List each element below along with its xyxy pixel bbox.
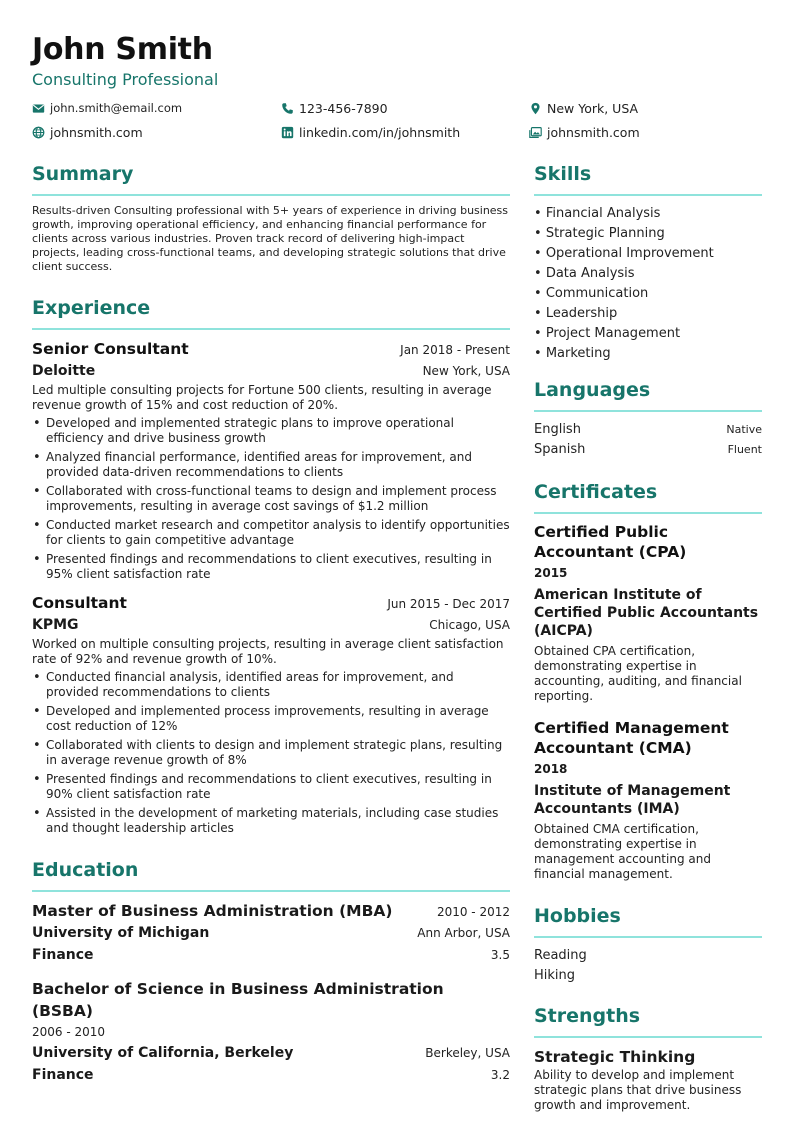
job-entry [32,592,510,836]
job-bullet: • Developed and implemented strategic plans to improve operational efficiency and drive business growth [32,416,510,446]
skill-item: • Project Management [534,324,762,344]
job-bullet: • Collaborated with cross-functional teams to design and implement process improvements, resulting in average cost savings of $1.2 million [32,484,510,514]
right-column [534,160,762,1113]
summary-section [32,160,510,274]
education-heading: Education [32,859,139,881]
job-description: Led multiple consulting projects for Fortune 500 clients, resulting in average revenue growth of 15% and cost reduction of 20%. [32,383,492,412]
job-company: KPMG [32,617,79,633]
languages-heading: Languages [534,379,651,401]
certificate-year: 2018 [534,762,568,776]
contact-linkedin-text: linkedin.com/in/johnsmith [299,124,461,140]
language-name: Spanish [534,442,586,457]
language-row [534,420,762,440]
contact-phone[interactable] [281,98,388,118]
certificates-heading: Certificates [534,481,658,503]
map-pin-icon [529,102,542,115]
contact-website-text: johnsmith.com [50,124,143,140]
education-section [32,856,510,1086]
certificates-section [534,478,762,882]
school-location: Ann Arbor, USA [417,926,510,940]
job-bullet: • Presented findings and recommendations to client executives, resulting in 95% client satisfaction rate [32,552,510,582]
degree-dates: 2006 - 2010 [32,1025,106,1039]
experience-section [32,294,510,836]
candidate-role: Consulting Professional [32,70,219,89]
section-divider [32,890,510,892]
section-divider [534,1036,762,1038]
job-location: Chicago, USA [429,618,510,632]
job-bullet: • Assisted in the development of marketing materials, including case studies and thought leadership articles [32,806,510,836]
school-name: University of Michigan [32,925,210,941]
section-divider [534,410,762,412]
envelope-icon [32,102,45,115]
education-entry [32,900,510,966]
skill-item: • Data Analysis [534,264,762,284]
job-company: Deloitte [32,363,96,379]
globe-icon [32,126,45,139]
strength-description: Ability to develop and implement strategic plans that drive business growth and improvement. [534,1068,742,1112]
job-entry [32,338,510,582]
contact-email[interactable] [32,98,182,118]
skill-item: • Marketing [534,344,762,364]
job-dates: Jun 2015 - Dec 2017 [387,597,510,611]
education-entry [32,978,510,1086]
skills-section [534,160,762,364]
contact-email-text: john.smith@email.com [50,101,183,115]
certificate-description: Obtained CMA certification, demonstrating expertise in management accounting and financial management. [534,822,711,881]
contact-location-text: New York, USA [547,100,639,116]
job-bullets [32,670,510,836]
certificate-name: Certified Public Accountant (CPA) [534,523,687,561]
strengths-section [534,1002,762,1113]
job-bullet: • Presented findings and recommendations to client executives, resulting in 90% client satisfaction rate [32,772,510,802]
degree-gpa: 3.2 [490,1068,510,1082]
degree-title: Bachelor of Science in Business Administration (BSBA) [32,980,444,1020]
experience-heading: Experience [32,297,151,319]
certificate-org: Institute of Management Accountants (IMA) [534,783,731,817]
section-divider [534,512,762,514]
language-level: Fluent [727,443,762,456]
hobbies-section [534,902,762,986]
portfolio-image-icon [529,126,542,139]
certificate-description: Obtained CPA certification, demonstrating expertise in accounting, auditing, and financial reporting. [534,644,742,703]
section-divider [534,936,762,938]
job-bullets [32,416,510,582]
contact-location [529,98,638,118]
section-divider [32,194,510,196]
contact-linkedin[interactable] [281,122,460,142]
contact-portfolio-text: johnsmith.com [547,124,640,140]
summary-heading: Summary [32,163,134,185]
degree-dates: 2010 - 2012 [436,905,510,919]
hobby-item: Hiking [534,968,576,983]
job-bullet: • Conducted financial analysis, identified areas for improvement, and provided recommendations to clients [32,670,510,700]
skills-heading: Skills [534,163,592,185]
left-column [32,160,510,1086]
contact-website[interactable] [32,122,143,142]
degree-gpa: 3.5 [490,948,510,962]
skill-item: • Strategic Planning [534,224,762,244]
school-name: University of California, Berkeley [32,1045,294,1061]
section-divider [32,328,510,330]
language-level: Native [726,423,762,436]
certificate-entry [534,718,762,882]
contact-info [32,98,762,146]
degree-title: Master of Business Administration (MBA) [32,902,393,920]
certificate-year: 2015 [534,566,568,580]
degree-field: Finance [32,1067,94,1083]
skill-item: • Financial Analysis [534,204,762,224]
skill-item: • Communication [534,284,762,304]
languages-section [534,376,762,460]
certificate-org: American Institute of Certified Public Accountants (AICPA) [534,587,759,639]
certificate-name: Certified Management Accountant (CMA) [534,719,729,757]
job-bullet: • Analyzed financial performance, identified areas for improvement, and provided data-driven recommendations to clients [32,450,510,480]
strength-name: Strategic Thinking [534,1048,696,1066]
contact-phone-text: 123-456-7890 [299,100,388,116]
linkedin-icon [281,126,294,139]
hobby-item: Reading [534,948,587,963]
job-title: Consultant [32,594,127,612]
skill-item: • Leadership [534,304,762,324]
language-row [534,440,762,460]
job-bullet: • Collaborated with clients to design and implement strategic plans, resulting in average revenue growth of 8% [32,738,510,768]
strengths-heading: Strengths [534,1005,641,1027]
candidate-name: John Smith [32,32,213,67]
resume-page [32,30,762,1112]
job-title: Senior Consultant [32,340,189,358]
job-dates: Jan 2018 - Present [400,343,510,357]
school-location: Berkeley, USA [425,1046,510,1060]
hobbies-heading: Hobbies [534,905,621,927]
section-divider [534,194,762,196]
phone-icon [281,102,294,115]
job-description: Worked on multiple consulting projects, resulting in average client satisfaction rate of 92% and revenue growth of 10%. [32,637,504,666]
job-bullet: • Conducted market research and competitor analysis to identify opportunities for clients to gain competitive advantage [32,518,510,548]
certificate-entry [534,522,762,704]
job-location: New York, USA [422,364,510,378]
summary-text: Results-driven Consulting professional with 5+ years of experience in driving business growth, improving operational efficiency, and enhancing financial performance for clients across various industries. Proven track record of delivering high-impact projects, leading cross-functional teams, and developing strategic solutions that drive client success. [32,204,509,273]
skill-item: • Operational Improvement [534,244,762,264]
job-bullet: • Developed and implemented process improvements, resulting in average cost reduction of 12% [32,704,510,734]
language-name: English [534,422,581,437]
degree-field: Finance [32,947,94,963]
contact-portfolio[interactable] [529,122,640,142]
